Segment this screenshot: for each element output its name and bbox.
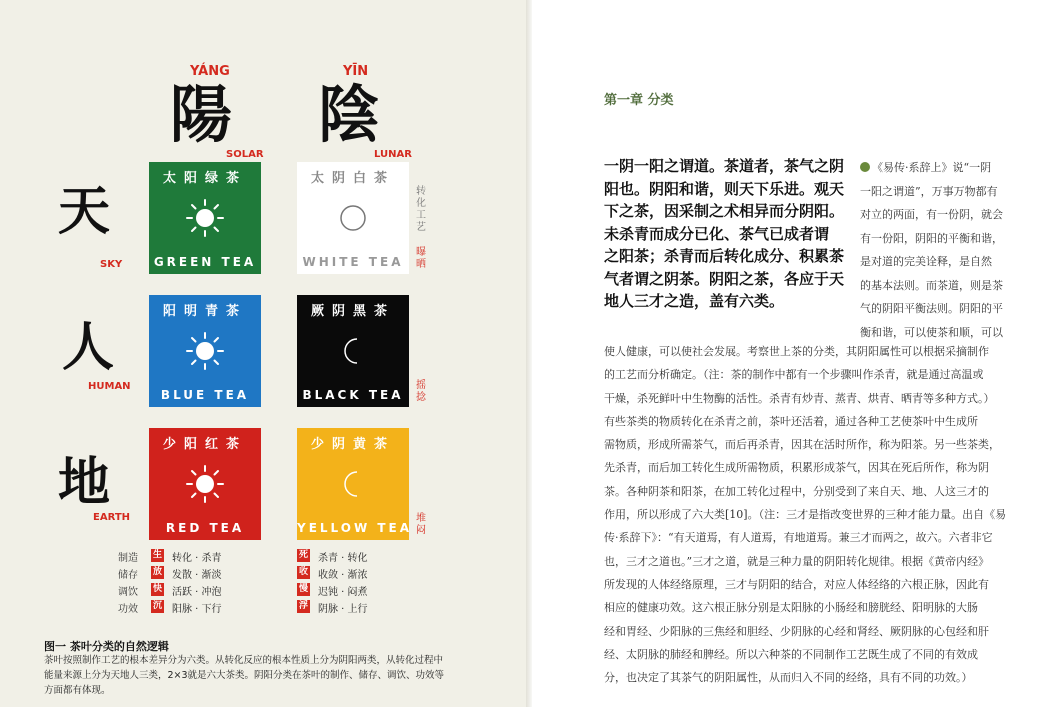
sun-icon — [185, 198, 225, 238]
property-label: 制造 — [118, 553, 138, 564]
yin-property-chip: 收 — [298, 567, 308, 577]
body-line: 所发现的人体经络原理，三才与阴阳的结合，对应人体经络的六根正脉，因此有 — [604, 577, 989, 591]
yang-property-chip: 生 — [152, 550, 162, 560]
caption-line: 方面都有体现。 — [44, 685, 111, 696]
body-line: 经和胃经、少阳脉的三焦经和胆经、少阴脉的心经和肾经、厥阴脉的心包经和肝 — [604, 624, 989, 638]
tile-english-label: WHITE TEA — [302, 255, 404, 269]
yang-property-text: 阳脉 · 下行 — [172, 604, 222, 615]
body-line: 茶。各种阴茶和阳茶，在加工转化过程中，分别受到了来自天、地、人这三才的 — [604, 484, 989, 498]
human-character: 人 — [62, 317, 115, 378]
sidenote-line: 衡和谐，可以使茶和顺，可以 — [860, 325, 1003, 339]
tile-chinese-label: 阳明青茶 — [162, 304, 247, 319]
left-page — [0, 0, 528, 707]
body-line: 先杀青，而后加工转化生成所需物质，积累形成茶气，因其在死后所作，称为阴 — [604, 461, 989, 475]
body-line: 需物质，形成所需茶气，而后再杀青，因其在活时所作，称为阳茶。另一些茶类， — [604, 438, 1000, 452]
sky-character: 天 — [58, 181, 111, 242]
yang-property-text: 活跃 · 冲泡 — [172, 587, 222, 598]
sidenote-line: 气的阴阳平衡法则。阴阳的平 — [860, 302, 1003, 315]
note-bullet-icon — [860, 162, 870, 172]
yang-character: 陽 — [170, 78, 233, 151]
sidenote-text: 《易传·系辞上》说“一阴 — [872, 161, 992, 174]
body-line: 的工艺而分析确定。（注：茶的制作中都有一个步骤叫作杀青，就是通过高温或 — [604, 368, 984, 382]
yin-character: 陰 — [318, 78, 381, 151]
process-piling-label: 堆闷 — [416, 513, 426, 536]
sun-icon — [185, 331, 225, 371]
yin-property-text: 迟钝 · 闷煮 — [318, 587, 368, 598]
quote-line: 地人三才之造，盖有六类。 — [604, 292, 785, 310]
sidenote-line: 有一份阳，阴阳的平衡和谐， — [860, 231, 1003, 245]
body-line: 也，三才之道也。”三才之道，就是三种力量的阴阳转化规律。根据《黄帝内经》 — [604, 554, 990, 568]
full-moon-icon — [333, 198, 373, 238]
sky-english: SKY — [100, 259, 123, 270]
tile-chinese-label: 太阳绿茶 — [162, 171, 247, 186]
yang-property-chip: 放 — [152, 567, 162, 577]
body-line: 传·系辞下》：“有天道焉，有人道焉，有地道焉。兼三才而两之，故六。六者非它 — [604, 531, 993, 545]
sidenote-line — [860, 156, 1018, 180]
caption-line: 能量来源上分为天地人三类，2×3就是六大茶类。阴阳分类在茶叶的制作、储存、调饮、功效等 — [44, 670, 445, 681]
sidenote-line: 对立的两面，有一份阴，就会 — [860, 208, 1003, 221]
sidenote-line: 是对道的完美诠释，是自然 — [860, 255, 992, 268]
yang-property-chip: 快 — [152, 584, 162, 594]
figure-caption-title: 图一 茶叶分类的自然逻辑 — [44, 640, 169, 653]
crescent-moon-icon — [333, 464, 373, 504]
yellow-tea-tile — [297, 428, 413, 540]
green-tea-tile — [149, 162, 261, 274]
white-tea-tile — [297, 162, 409, 274]
body-line: 有些茶类的物质转化在杀青之前，茶叶还活着，通过各种工艺使茶叶中生成所 — [604, 414, 978, 428]
right-page — [532, 0, 1057, 707]
caption-line: 茶叶按照制作工艺的根本差异分为六类。从转化反应的根本性质上分为阴阳两类，从转化过程中 — [44, 655, 444, 666]
body-line: 干燥，杀死鲜叶中生物酶的活性。杀青有炒青、蒸青、烘青、晒青等多种方式。） — [604, 391, 995, 405]
property-label: 调饮 — [118, 587, 138, 598]
yin-property-text: 收敛 · 渐浓 — [318, 570, 368, 581]
body-text — [604, 340, 1018, 689]
body-line: 相应的健康功效。这六根正脉分别是太阳脉的小肠经和膀胱经、阳明脉的大肠 — [604, 601, 978, 615]
classical-quote — [604, 155, 849, 313]
tile-english-label: BLUE TEA — [160, 388, 250, 402]
quote-line: 之阳茶；杀青而后转化成分、积累茶 — [604, 247, 845, 265]
chapter-title: 第一章 分类 — [604, 93, 674, 108]
tile-english-label: BLACK TEA — [302, 388, 404, 402]
process-sun-drying-label: 曝晒 — [416, 247, 426, 270]
quote-line: 一阴一阳之谓道。茶道者，茶气之阴 — [604, 157, 845, 175]
property-label: 功效 — [118, 604, 138, 615]
yin-property-chip: 死 — [298, 550, 308, 560]
property-label: 储存 — [118, 570, 138, 581]
yin-pinyin: YĪN — [343, 64, 369, 79]
body-line: 分，也决定了其茶气的阴阳属性，从而归入不同的经络，具有不同的功效。） — [604, 671, 973, 685]
tile-english-label: RED TEA — [165, 521, 245, 535]
yin-property-chip: 慢 — [298, 584, 308, 594]
tile-english-label: GREEN TEA — [153, 255, 257, 269]
yang-property-chip: 沉 — [152, 601, 162, 611]
annotation-sidenote — [860, 156, 1018, 344]
yin-english: LUNAR — [374, 149, 412, 160]
figure-caption-body — [44, 653, 464, 698]
quote-line: 未杀青而成分已化、茶气已成者谓 — [604, 224, 830, 243]
body-line: 使人健康，可以使社会发展。考察世上茶的分类，其阴阳属性可以根据采摘制作 — [604, 345, 989, 358]
tile-chinese-label: 厥阴黑茶 — [310, 304, 395, 319]
human-english: HUMAN — [88, 381, 131, 392]
yang-property-text: 发散 · 渐淡 — [172, 570, 222, 581]
earth-character: 地 — [58, 452, 111, 513]
sidenote-line: 一阳之谓道”，万事万物都有 — [860, 184, 998, 198]
yang-pinyin: YÁNG — [190, 64, 230, 79]
yin-property-text: 杀青 · 转化 — [318, 553, 368, 564]
body-line: 经、太阴脉的肺经和脾经。所以六种茶的不同制作工艺既生成了不同的有效成 — [604, 647, 978, 661]
tile-english-label: YELLOW TEA — [297, 521, 413, 535]
yin-property-text: 阴脉 · 上行 — [318, 604, 368, 615]
quote-line: 下之茶，因采制之术相异而分阴阳。 — [604, 202, 845, 220]
yin-property-chip: 浮 — [298, 601, 308, 611]
process-main-label: 转化工艺 — [416, 186, 426, 233]
tile-chinese-label: 少阳红茶 — [162, 437, 247, 452]
quote-line: 气者谓之阴茶。阴阳之茶，各应于天 — [604, 269, 845, 288]
quote-line: 阳也。阴阳和谐，则天下乐进。观天 — [604, 179, 845, 198]
earth-english: EARTH — [93, 512, 131, 523]
sidenote-line: 的基本法则。而茶道，则是茶 — [860, 278, 1003, 292]
body-line: 作用，所以形成了六大类[10]。（注：三才是指改变世界的三种才能力量。出自《易 — [604, 508, 1007, 522]
black-tea-tile — [297, 295, 409, 407]
blue-tea-tile — [149, 295, 261, 407]
crescent-moon-icon — [333, 331, 373, 371]
tile-chinese-label: 太阴白茶 — [310, 171, 395, 186]
yang-english: SOLAR — [226, 149, 264, 160]
process-shaking-rolling-label: 摇捻 — [416, 380, 426, 403]
tile-chinese-label: 少阴黄茶 — [310, 437, 395, 452]
red-tea-tile — [149, 428, 261, 540]
sun-icon — [185, 464, 225, 504]
yang-property-text: 转化 · 杀青 — [172, 553, 222, 564]
